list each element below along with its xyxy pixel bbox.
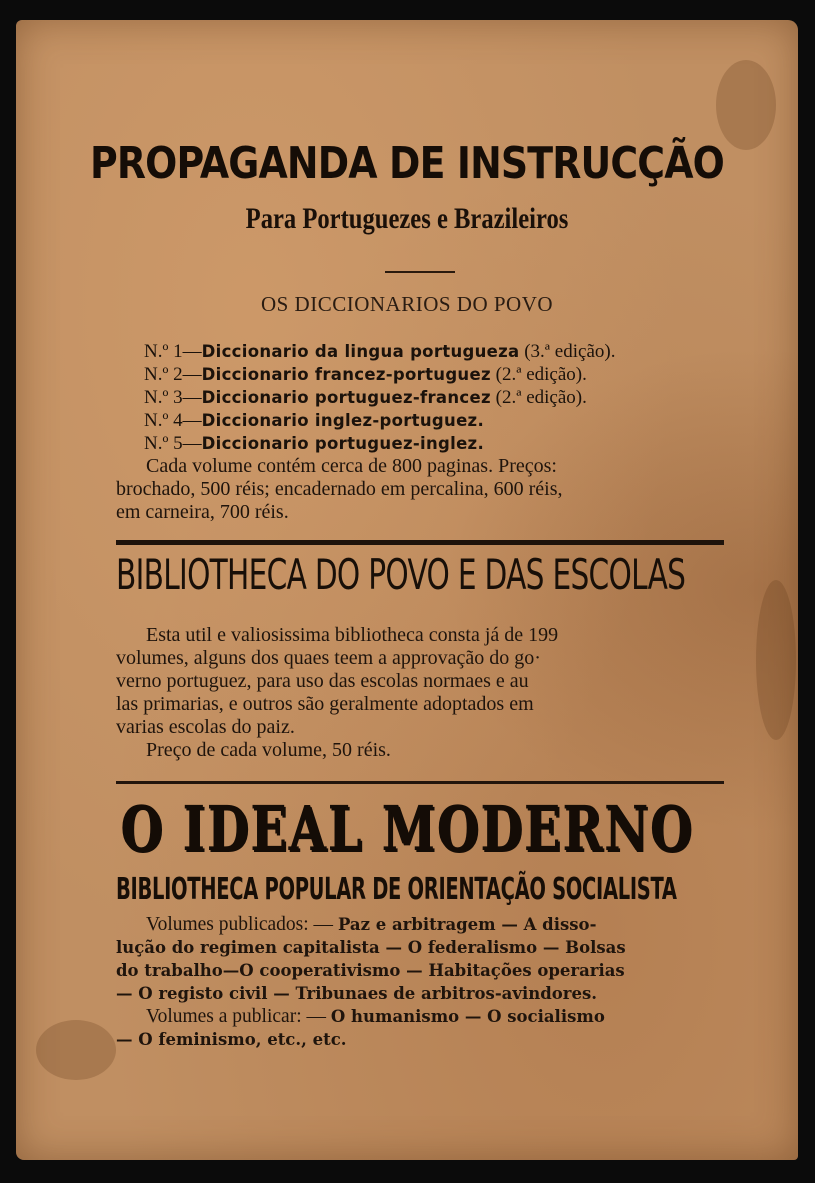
list-item xyxy=(144,409,615,432)
label: Volumes publicados: — xyxy=(146,914,338,935)
item-edition: (3.ª edição). xyxy=(519,341,616,362)
text-line: las primarias, e outros são geralmente adoptados em xyxy=(116,693,534,715)
text-line xyxy=(116,913,756,936)
text-line: lução do regimen capitalista — O federalismo — Bolsas xyxy=(116,938,626,957)
text-line: verno portuguez, para uso das escolas normaes e au xyxy=(116,670,529,692)
item-number: N.º 2— xyxy=(144,364,202,385)
price-paragraph xyxy=(116,455,756,524)
list-item xyxy=(144,340,615,363)
section-divider xyxy=(116,781,724,784)
volumes-paragraph xyxy=(116,913,756,1051)
titles: Paz e arbitragem — A disso- xyxy=(337,915,597,934)
paper-stain xyxy=(716,60,776,150)
text-line: volumes, alguns dos quaes teem a approvação do go· xyxy=(116,647,541,669)
text-line xyxy=(116,1005,756,1028)
item-number: N.º 4— xyxy=(144,410,202,431)
dictionaries-heading: OS DICCIONARIOS DO POVO xyxy=(260,292,554,316)
item-number: N.º 1— xyxy=(144,341,202,362)
section-divider xyxy=(116,540,724,545)
text-line: Cada volume contém cerca de 800 paginas. Preços: xyxy=(146,455,557,477)
list-item xyxy=(144,432,615,455)
paper-stain xyxy=(756,580,796,740)
item-title: Diccionario portuguez-francez xyxy=(201,388,491,407)
text-line: varias escolas do paiz. xyxy=(116,716,295,738)
text-line: Esta util e valiosissima bibliotheca consta já de 199 xyxy=(146,624,559,646)
section-title: O IDEAL MODERNO xyxy=(120,792,694,865)
section-title: BIBLIOTHECA DO POVO E DAS ESCOLAS xyxy=(116,550,686,599)
page-title: PROPAGANDA DE INSTRUCÇÃO xyxy=(90,138,724,189)
text-line: Preço de cada volume, 50 réis. xyxy=(146,739,391,761)
item-edition: (2.ª edição). xyxy=(490,387,587,408)
page-subtitle: Para Portuguezes e Brazileiros xyxy=(245,202,569,235)
item-number: N.º 3— xyxy=(144,387,202,408)
text-line: do trabalho—O cooperativismo — Habitações operarias xyxy=(116,961,625,980)
titles: O humanismo — O socialismo xyxy=(330,1007,605,1026)
divider xyxy=(385,271,455,273)
label: Volumes a publicar: — xyxy=(146,1006,331,1027)
item-title: Diccionario inglez-portuguez. xyxy=(201,411,485,430)
text-line: brochado, 500 réis; encadernado em percalina, 600 réis, xyxy=(116,478,563,500)
section-subtitle: BIBLIOTHECA POPULAR DE ORIENTAÇÃO SOCIALISTA xyxy=(116,872,677,907)
list-item xyxy=(144,363,615,386)
text-line: em carneira, 700 réis. xyxy=(116,501,289,523)
dictionary-list xyxy=(144,340,615,455)
text-line: — O registo civil — Tribunaes de arbitros-avindores. xyxy=(116,984,597,1003)
item-number: N.º 5— xyxy=(144,433,202,454)
paper-stain xyxy=(36,1020,116,1080)
text-line: — O feminismo, etc., etc. xyxy=(116,1030,347,1049)
item-edition: (2.ª edição). xyxy=(490,364,587,385)
page-sheet xyxy=(16,20,798,1160)
item-title: Diccionario portuguez-inglez. xyxy=(201,434,485,453)
item-title: Diccionario francez-portuguez xyxy=(201,365,491,384)
biblioteca-description xyxy=(116,624,756,762)
list-item xyxy=(144,386,615,409)
item-title: Diccionario da lingua portugueza xyxy=(201,342,520,361)
